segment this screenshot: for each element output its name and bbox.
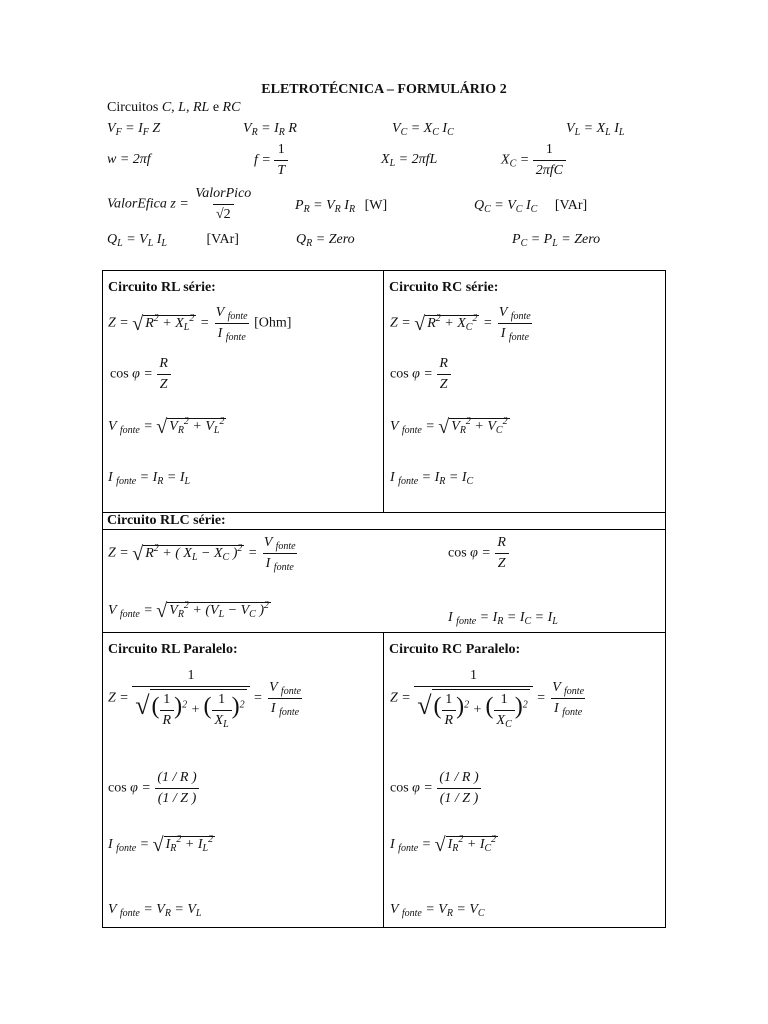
rc-serie-impedance: Z = √ $R^2 + X_C^2$ = V $_{fonte}$ I $_{fonte}$ xyxy=(390,305,531,343)
rc-serie-vfonte: V $_{fonte}$ = √ $V_R^2 + V_C^2$ xyxy=(390,416,508,438)
rl-serie-cos: cos φ = $\frac{R}{Z}$ xyxy=(110,356,171,393)
page-title: ELETROTÉCNICA – FORMULÁRIO 2 xyxy=(261,82,507,97)
rc-serie-ifonte: I $_{fonte} = I_R = I_C$ xyxy=(390,470,474,487)
rc-paralelo-impedance: Z = 1 √ ( $\frac{1}{R}$ )$^2$ + ( $\frac{1}{X_C}$ )$^2$ = V $_{fonte}$ I $_{fonte}$ xyxy=(390,668,585,730)
formula-f: f = $\frac{1}{T}$ xyxy=(254,142,288,179)
formula-vl: $V_L = X_L$ $I_L$ xyxy=(566,121,625,138)
heading-rl-paralelo: Circuito RL Paralelo: xyxy=(108,642,238,657)
formula-valor-eficaz: ValorEfica z = ValorPico √2 xyxy=(107,186,252,222)
formula-xl: $X_L = 2\pi fL$ xyxy=(381,152,438,169)
rl-serie-impedance: Z = √ $R^2 + X_L^2$ = V $_{fonte}$ I $_{fonte}$ [Ohm] xyxy=(108,305,292,343)
formula-vf: $V_F = I_F$ Z xyxy=(107,121,161,138)
formula-qr: $Q_R$ = Zero xyxy=(296,232,355,249)
rlc-serie-ifonte: I $_{fonte} = I_R = I_C = I_L$ xyxy=(448,610,558,627)
rl-serie-vfonte: V $_{fonte}$ = √ $V_R^2 + V_L^2$ xyxy=(108,416,225,438)
rlc-serie-cos: cos φ = $\frac{R}{Z}$ xyxy=(448,535,509,572)
formula-vr: $V_R = I_R$ R xyxy=(243,121,297,138)
formula-vc: $V_C = X_C$ $I_C$ xyxy=(392,121,454,138)
divider-h2 xyxy=(102,529,666,530)
intro-line: Circuitos C, L, RL e RC xyxy=(107,100,241,115)
rc-paralelo-ifonte: I $_{fonte}$ = √ $I_R^2 + I_C^2$ xyxy=(390,834,497,856)
rl-paralelo-impedance: Z = 1 √ ( $\frac{1}{R}$ )$^2$ + ( $\frac{1}{X_L}$ )$^2$ = V $_{fonte}$ I $_{fonte}$ xyxy=(108,668,301,730)
rlc-serie-vfonte: V $_{fonte}$ = √ $V_R^2 + (V_L - V_C$ )$^2$ xyxy=(108,600,269,622)
rl-paralelo-vfonte: V $_{fonte} = V_R = V_L$ xyxy=(108,902,202,919)
heading-rc-serie: Circuito RC série: xyxy=(389,280,499,295)
rl-paralelo-ifonte: I $_{fonte}$ = √ $I_R^2 + I_L^2$ xyxy=(108,834,214,856)
rc-paralelo-cos: cos φ = $\frac{(1 / R )}{(1 / Z )}$ xyxy=(390,770,482,807)
rc-paralelo-vfonte: V $_{fonte} = V_R = V_C$ xyxy=(390,902,485,919)
formula-pr: $P_R = V_R$ $I_R$ [W] xyxy=(295,198,388,215)
formula-w: w = 2πf xyxy=(107,152,151,167)
formula-xc: $X_C$ = 1 2πfC xyxy=(501,142,566,179)
rlc-serie-impedance: Z = √ $R^2$ + ( $X_L - X_C$ )$^2$ = V $_{fonte}$ I $_{fonte}$ xyxy=(108,535,296,573)
formula-ql: $Q_L = V_L$ $I_L$ [VAr] xyxy=(107,232,239,249)
rl-serie-ifonte: I $_{fonte} = I_R = I_L$ xyxy=(108,470,191,487)
formula-pc-pl: $P_C = P_L$ = Zero xyxy=(512,232,601,249)
divider-vertical-bottom xyxy=(383,632,384,928)
rl-paralelo-cos: cos φ = $\frac{(1 / R )}{(1 / Z )}$ xyxy=(108,770,200,807)
heading-rl-serie: Circuito RL série: xyxy=(108,280,216,295)
rc-serie-cos: cos φ = $\frac{R}{Z}$ xyxy=(390,356,451,393)
formula-qc: $Q_C = V_C$ $I_C$ [VAr] xyxy=(474,198,588,215)
divider-vertical-top xyxy=(383,270,384,512)
heading-rc-paralelo: Circuito RC Paralelo: xyxy=(389,642,521,657)
divider-h3 xyxy=(102,632,666,633)
heading-rlc-serie: Circuito RLC série: xyxy=(107,513,226,528)
formula-table xyxy=(102,270,666,928)
